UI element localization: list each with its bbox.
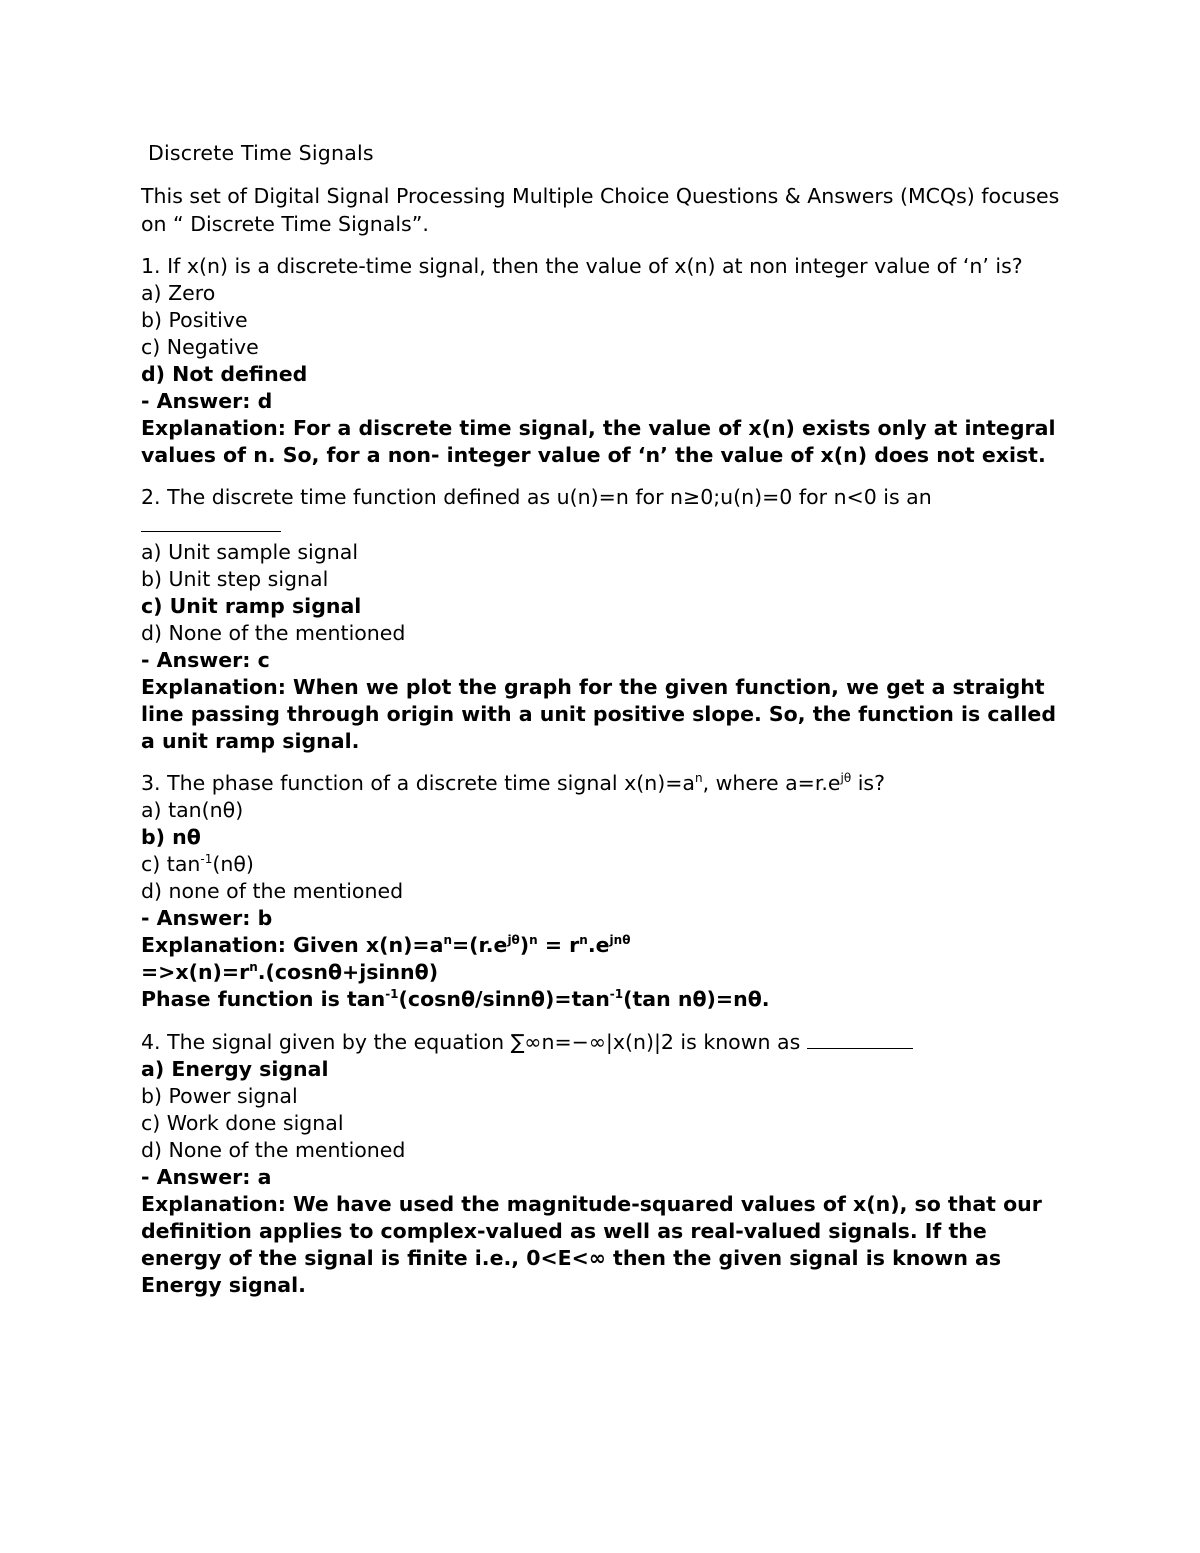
explanation-part: .(cosnθ+jsinnθ) (257, 960, 439, 984)
explanation-part: =(r.e (452, 933, 508, 957)
question-2-blank-line (141, 511, 1061, 539)
question-3-option-a: a) tan(nθ) (141, 798, 244, 822)
answer-blank (807, 1028, 913, 1049)
question-1-option-d: d) Not defined (141, 362, 308, 386)
question-1-option-b: b) Positive (141, 308, 248, 332)
question-3-explanation-line-1 (141, 932, 1061, 959)
explanation-part: Explanation: Given x(n)=a (141, 933, 444, 957)
question-3-text (141, 770, 1061, 797)
question-4 (141, 1028, 1061, 1299)
question-2-text: 2. The discrete time function defined as u(n)=n for n≥0;u(n)=0 for n<0 is an (141, 485, 932, 509)
question-1 (141, 253, 1061, 469)
explanation-part: Phase function is tan (141, 987, 386, 1011)
question-2-option-b: b) Unit step signal (141, 567, 329, 591)
explanation-part: (cosnθ/sinnθ)=tan (398, 987, 610, 1011)
superscript: n (249, 960, 258, 974)
question-3-text-part: is? (851, 771, 885, 795)
question-1-answer: - Answer: d (141, 389, 273, 413)
superscript: -1 (609, 987, 624, 1001)
question-1-text: 1. If x(n) is a discrete-time signal, then the value of x(n) at non integer value of ‘n’ is? (141, 254, 1023, 278)
superscript: -1 (200, 852, 213, 866)
question-1-explanation: Explanation: For a discrete time signal, the value of x(n) exists only at integral values of n. So, for a non- integer value of ‘n’ the value of x(n) does not exist. (141, 416, 1056, 467)
question-2-answer: - Answer: c (141, 648, 270, 672)
superscript: n (529, 933, 538, 947)
question-2-option-a: a) Unit sample signal (141, 540, 359, 564)
explanation-part: =>x(n)=r (141, 960, 250, 984)
question-4-text (141, 1028, 1061, 1056)
question-3-option-b: b) nθ (141, 825, 201, 849)
explanation-part: .e (587, 933, 610, 957)
question-1-option-a: a) Zero (141, 281, 216, 305)
question-1-option-c: c) Negative (141, 335, 259, 359)
superscript: jθ (840, 771, 852, 785)
question-3-text-part: , where a=r.e (702, 771, 841, 795)
intro-paragraph: This set of Digital Signal Processing Multiple Choice Questions & Answers (MCQs) focuses on “ Discrete Time Signals”. (141, 184, 1060, 236)
superscript: jθ (507, 933, 520, 947)
superscript: n (443, 933, 452, 947)
question-4-option-c: c) Work done signal (141, 1111, 344, 1135)
option-text-part: (nθ) (212, 852, 254, 876)
option-text-part: c) tan (141, 852, 201, 876)
question-3-explanation-line-3 (141, 986, 1061, 1013)
question-3-option-d: d) none of the mentioned (141, 879, 404, 903)
question-4-option-b: b) Power signal (141, 1084, 298, 1108)
question-2-option-d: d) None of the mentioned (141, 621, 406, 645)
question-3-text-part: 3. The phase function of a discrete time signal x(n)=a (141, 771, 695, 795)
explanation-part: (tan nθ)=nθ. (623, 987, 770, 1011)
question-4-text-part: 4. The signal given by the equation ∑∞n=−∞|x(n)|2 is known as (141, 1030, 801, 1054)
question-2-option-c: c) Unit ramp signal (141, 594, 362, 618)
question-3 (141, 770, 1061, 1013)
superscript: n (694, 771, 703, 785)
question-4-answer: - Answer: a (141, 1165, 272, 1189)
explanation-part: ) (519, 933, 530, 957)
question-3-option-c (141, 851, 1061, 878)
question-4-option-a: a) Energy signal (141, 1057, 329, 1081)
document-title: Discrete Time Signals (148, 141, 374, 165)
question-3-explanation-line-2 (141, 959, 1061, 986)
question-2-explanation: Explanation: When we plot the graph for the given function, we get a straight line passing through origin with a unit positive slope. So, the function is called a unit ramp signal. (141, 675, 1057, 753)
superscript: jnθ (609, 933, 631, 947)
explanation-part: = r (537, 933, 580, 957)
question-2 (141, 484, 1061, 755)
question-4-option-d: d) None of the mentioned (141, 1138, 406, 1162)
superscript: n (579, 933, 588, 947)
question-3-answer: - Answer: b (141, 906, 273, 930)
question-4-explanation: Explanation: We have used the magnitude-squared values of x(n), so that our definition applies to complex-valued as well as real-valued signals. If the energy of the signal is finite i.e., 0<E<∞ then the given signal is known as Energy signal. (141, 1192, 1042, 1297)
superscript: -1 (385, 987, 399, 1001)
answer-blank (141, 511, 281, 532)
document-page (141, 138, 1061, 1314)
